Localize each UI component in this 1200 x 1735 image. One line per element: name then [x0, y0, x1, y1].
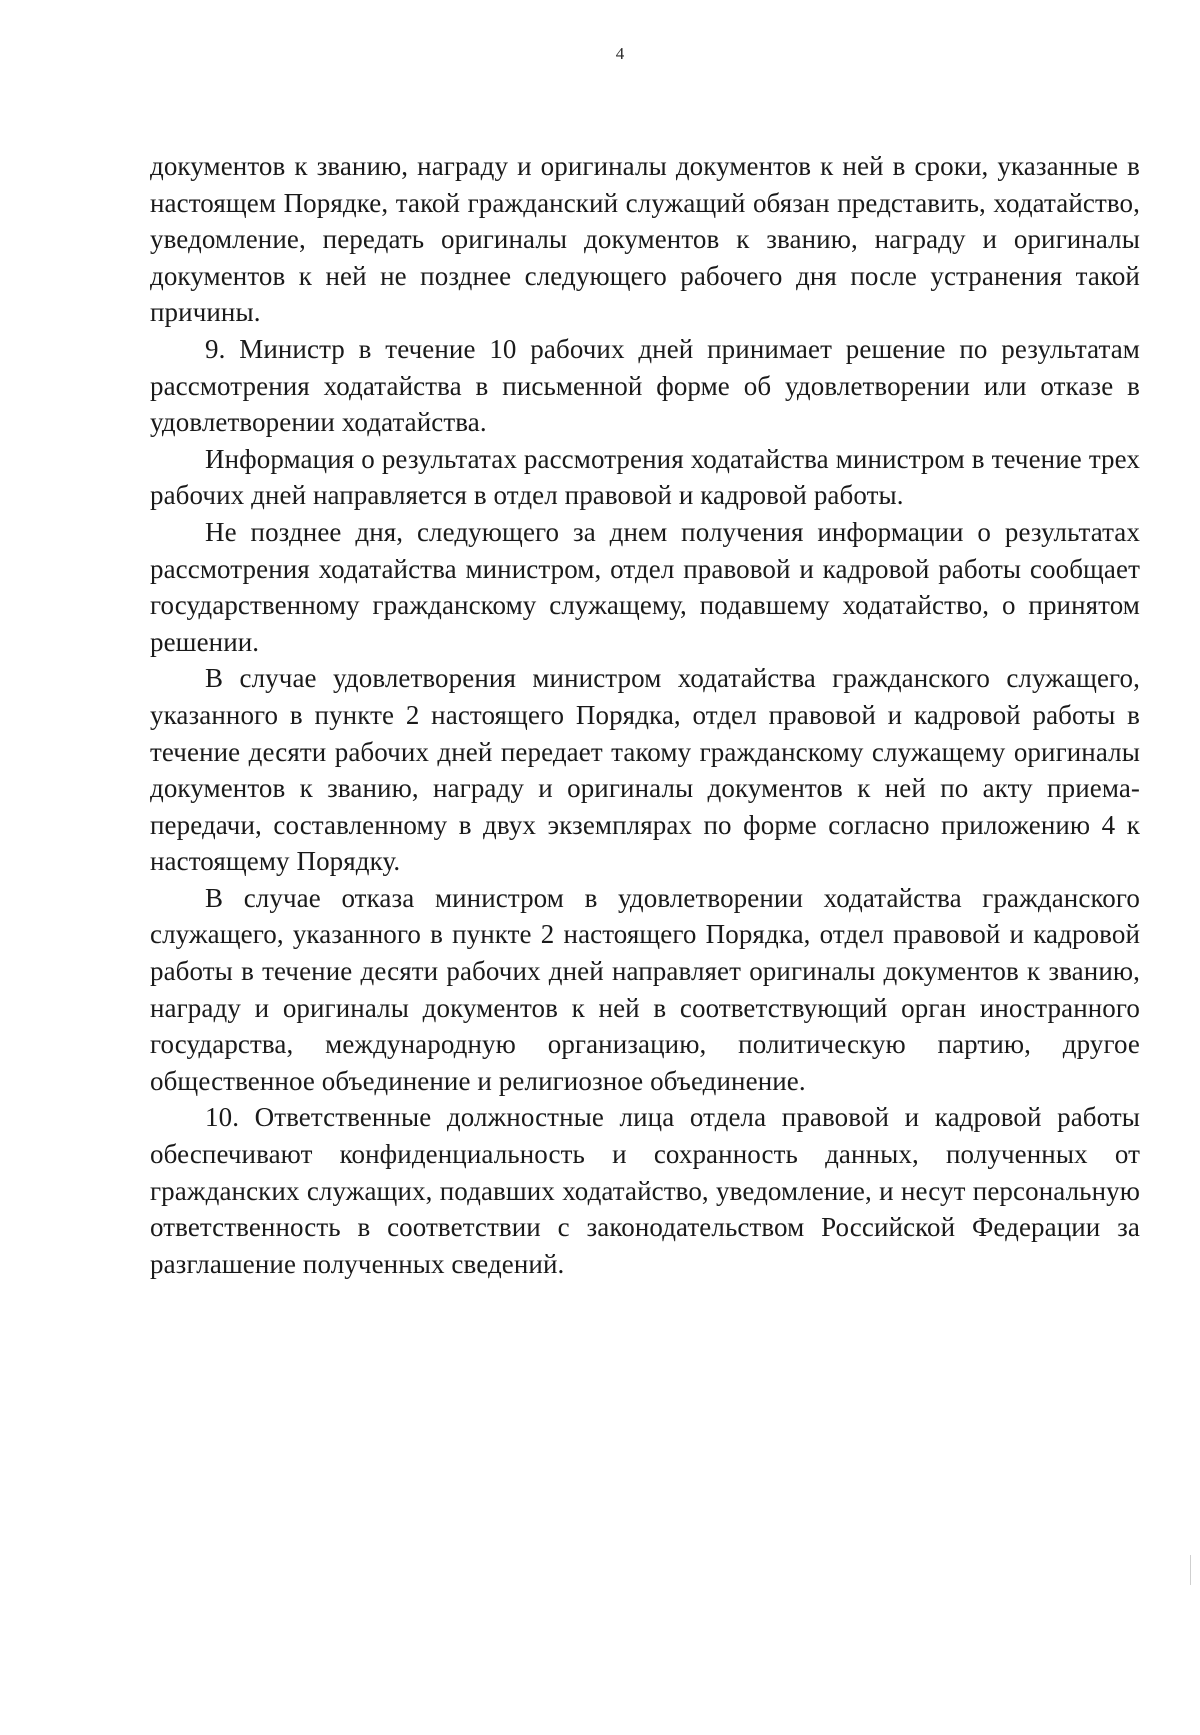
- paragraph-item-10: 10. Ответственные должностные лица отдела правовой и кадровой работы обеспечивают конфиденциальность и сохранность данных, полученных от гражданских служащих, подавших ходатайство, уведомление, и несут персональную ответственность в соответствии с законодательством Российской Федерации за разглашение полученных сведений.: [150, 1102, 1140, 1279]
- paragraph-approval-case: В случае удовлетворения министром ходатайства гражданского служащего, указанного в пункте 2 настоящего Порядка, отдел правовой и кадровой работы в течение десяти рабочих дней передает такому гражданскому служащему оригиналы документов к званию, награду и оригиналы документов к ней по акту приема-передачи, составленному в двух экземплярах по форме согласно приложению 4 к настоящему Порядку.: [150, 663, 1140, 877]
- paragraph-refusal-case: В случае отказа министром в удовлетворении ходатайства гражданского служащего, указанного в пункте 2 настоящего Порядка, отдел правовой и кадровой работы в течение десяти рабочих дней направляет оригиналы документов к званию, награду и оригиналы документов к ней в соответствующий орган иностранного государства, международную организацию, политическую партию, другое общественное объединение и религиозное объединение.: [150, 882, 1140, 1096]
- paragraph-item-9: 9. Министр в течение 10 рабочих дней принимает решение по результатам рассмотрения ходатайства в письменной форме об удовлетворении или отказе в удовлетворении ходатайства.: [150, 333, 1140, 438]
- scan-margin-mark: [1190, 1555, 1191, 1585]
- document-body: [150, 148, 1140, 1282]
- paragraph-information: Информация о результатах рассмотрения ходатайства министром в течение трех рабочих дней направляется в отдел правовой и кадровой работы.: [150, 443, 1140, 511]
- page-number: 4: [615, 44, 625, 63]
- paragraph-notification: Не позднее дня, следующего за днем получения информации о результатах рассмотрения ходатайства министром, отдел правовой и кадровой работы сообщает государственному гражданскому служащему, подавшему ходатайство, о принятом решении.: [150, 516, 1140, 657]
- paragraph-continuation: документов к званию, награду и оригиналы документов к ней в сроки, указанные в настоящем Порядке, такой гражданский служащий обязан представить, ходатайство, уведомление, передать оригиналы документов к званию, награду и оригиналы документов к ней не позднее следующего рабочего дня после устранения такой причины.: [150, 151, 1140, 328]
